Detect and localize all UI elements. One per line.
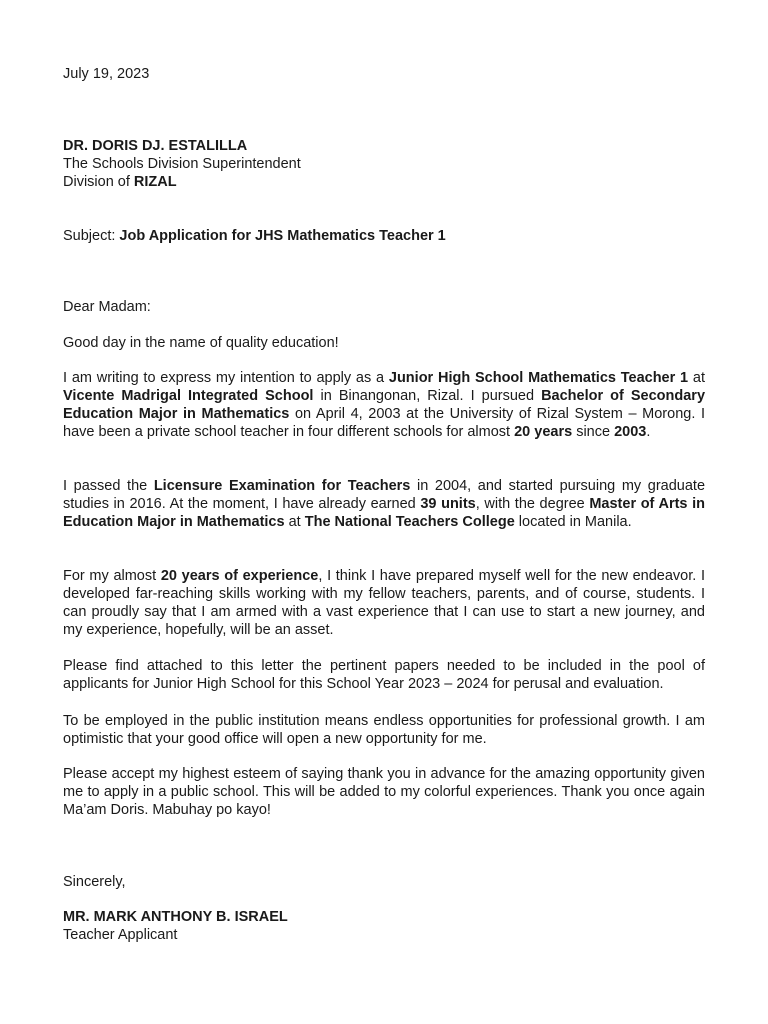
p2-exam: Licensure Examination for Teachers bbox=[153, 478, 411, 494]
paragraph-employment: To be employed in the public institution means endless opportunities for professional growth. I am optimistic that your good office will open a new opportunity for me. bbox=[63, 713, 705, 747]
p2-masters: Master of Arts in Education Major in Mathematics bbox=[63, 496, 705, 530]
paragraph-experience bbox=[63, 567, 705, 639]
closing: Sincerely, bbox=[63, 874, 126, 890]
p3-text-2: , I think I have prepared myself well for the new endeavor. I developed far-reaching skills working with my fellow teachers, parents, and of course, students. I can proudly say that I am armed with a vast experience that I can use to start a new journey, and my experience, hopefully, will be an asset. bbox=[63, 568, 705, 638]
p3-text-1: For my almost bbox=[63, 568, 161, 584]
p2-text-5: located in Manila. bbox=[514, 514, 632, 530]
recipient-title: The Schools Division Superintendent bbox=[63, 156, 301, 172]
p1-degree: Bachelor of Secondary Education Major in Mathematics bbox=[63, 388, 706, 422]
recipient-division bbox=[63, 173, 301, 191]
p2-units: 39 units bbox=[420, 496, 476, 512]
salutation: Dear Madam: bbox=[63, 299, 151, 315]
p2-college: The National Teachers College bbox=[304, 514, 515, 530]
p1-text-5: since bbox=[572, 424, 615, 440]
p2-text-2: in 2004, and started pursuing my graduate studies in 2016. At the moment, I have already earned bbox=[63, 478, 706, 512]
greeting: Good day in the name of quality education! bbox=[63, 335, 339, 351]
division-prefix: Division of bbox=[63, 174, 134, 190]
p1-year-start: 2003 bbox=[614, 424, 647, 440]
signature-block bbox=[63, 908, 288, 944]
letter-date: July 19, 2023 bbox=[63, 66, 150, 82]
p1-text-2: at bbox=[688, 370, 706, 386]
p1-text-4: on April 4, 2003 at the University of Rizal System – Morong. I have been a private school teacher in four different schools for almost bbox=[63, 406, 705, 440]
p1-text-3: in Binangonan, Rizal. I pursued bbox=[313, 388, 542, 404]
p3-experience: 20 years of experience bbox=[160, 568, 319, 584]
paragraph-attachments: Please find attached to this letter the pertinent papers needed to be included in the pool of applicants for Junior High School for this School Year 2023 – 2024 for perusal and evaluation. bbox=[63, 658, 705, 692]
p1-position: Junior High School Mathematics Teacher 1 bbox=[388, 370, 689, 386]
p1-text-1: I am writing to express my intention to apply as a bbox=[63, 370, 389, 386]
paragraph-intention bbox=[63, 369, 705, 441]
p2-text-1: I passed the bbox=[63, 478, 154, 494]
p1-school: Vicente Madrigal Integrated School bbox=[63, 388, 314, 404]
recipient-name bbox=[63, 137, 301, 155]
recipient-block bbox=[63, 137, 301, 191]
paragraph-thanks: Please accept my highest esteem of saying thank you in advance for the amazing opportunity given me to apply in a public school. This will be added to my colorful experiences. Thank you once again Ma’am Doris. Mabuhay po kayo! bbox=[63, 766, 705, 818]
subject-text: Job Application for JHS Mathematics Teacher 1 bbox=[119, 228, 446, 244]
p2-text-4: at bbox=[284, 514, 305, 530]
p1-text-6: . bbox=[646, 424, 651, 440]
subject-label: Subject: bbox=[63, 228, 120, 244]
p2-text-3: , with the degree bbox=[475, 496, 590, 512]
subject-line bbox=[63, 227, 446, 245]
signatory-name bbox=[63, 908, 288, 926]
signatory-name-text: MR. MARK ANTHONY B. ISRAEL bbox=[63, 909, 288, 925]
signatory-title: Teacher Applicant bbox=[63, 927, 178, 943]
p1-years: 20 years bbox=[514, 424, 573, 440]
recipient-name-text: DR. DORIS DJ. ESTALILLA bbox=[63, 138, 248, 154]
division-name: RIZAL bbox=[133, 174, 177, 190]
paragraph-credentials bbox=[63, 477, 705, 531]
